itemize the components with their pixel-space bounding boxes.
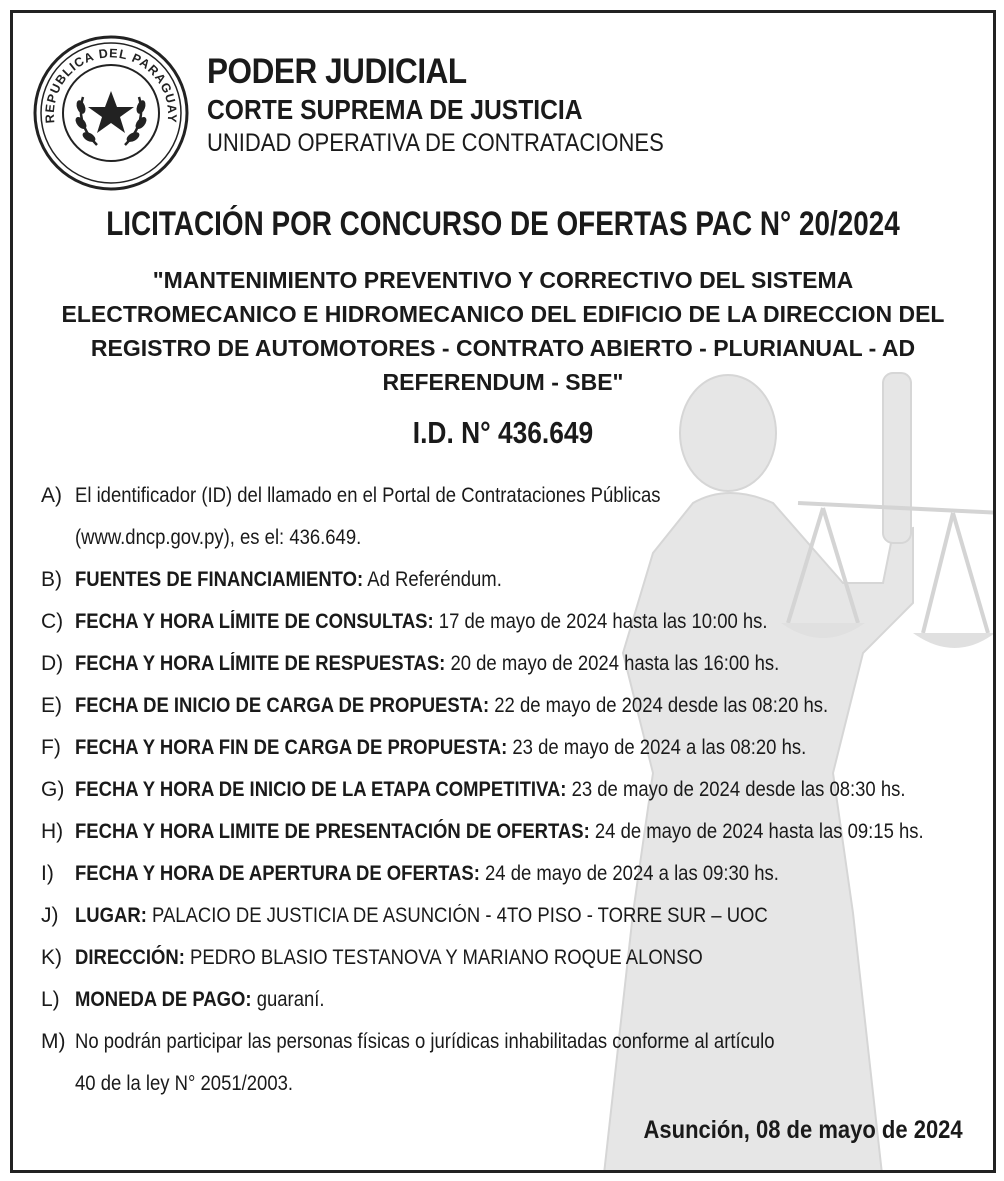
item-label: FECHA Y HORA FIN DE CARGA DE PROPUESTA:	[75, 736, 508, 759]
list-item	[41, 643, 981, 685]
issuer-line-1: PODER JUDICIAL	[207, 52, 467, 91]
item-value: Ad Referéndum.	[363, 568, 502, 591]
item-value: PEDRO BLASIO TESTANOVA Y MARIANO ROQUE ALONSO	[184, 946, 703, 969]
item-label: LUGAR:	[75, 904, 147, 927]
item-key: F)	[41, 736, 61, 759]
item-key: M)	[41, 1030, 66, 1053]
item-key: L)	[41, 988, 60, 1011]
list-item	[41, 937, 981, 979]
notice-frame	[10, 10, 996, 1173]
item-label: FECHA DE INICIO DE CARGA DE PROPUESTA:	[75, 694, 490, 717]
item-label: FECHA Y HORA LIMITE DE PRESENTACIÓN DE OFERTAS:	[75, 820, 590, 843]
paraguay-seal-logo	[31, 33, 191, 193]
item-label: FECHA Y HORA LÍMITE DE CONSULTAS:	[75, 610, 434, 633]
item-key: C)	[41, 610, 64, 633]
item-key: I)	[41, 862, 54, 885]
item-key: E)	[41, 694, 62, 717]
item-value: 24 de mayo de 2024 a las 09:30 hs.	[479, 862, 779, 885]
item-key: G)	[41, 778, 65, 801]
list-item	[41, 1021, 981, 1105]
item-label: DIRECCIÓN:	[75, 946, 185, 969]
item-value: El identificador (ID) del llamado en el Portal de Contrataciones Públicas	[75, 484, 661, 507]
item-key: D)	[41, 652, 64, 675]
notice-title: LICITACIÓN POR CONCURSO DE OFERTAS PAC N° 20/2024	[106, 205, 900, 243]
item-value: PALACIO DE JUSTICIA DE ASUNCIÓN - 4TO PISO - TORRE SUR – UOC	[146, 904, 768, 927]
list-item	[41, 853, 981, 895]
item-label: FECHA Y HORA DE INICIO DE LA ETAPA COMPETITIVA:	[75, 778, 567, 801]
issue-date: Asunción, 08 de mayo de 2024	[643, 1116, 963, 1144]
item-label: MONEDA DE PAGO:	[75, 988, 252, 1011]
item-value: 20 de mayo de 2024 hasta las 16:00 hs.	[445, 652, 780, 675]
item-label: FECHA Y HORA LÍMITE DE RESPUESTAS:	[75, 652, 446, 675]
list-item	[41, 811, 981, 853]
item-value: 23 de mayo de 2024 a las 08:20 hs.	[507, 736, 807, 759]
notice-subtitle: "MANTENIMIENTO PREVENTIVO Y CORRECTIVO DEL SISTEMA ELECTROMECANICO E HIDROMECANICO DEL EDIFICIO DE LA DIRECCION DEL REGISTRO DE AUTOMOTORES - CONTRATO ABIERTO - PLURIANUAL - AD REFERENDUM - SBE"	[61, 267, 945, 395]
seal-text: REPUBLICA DEL PARAGUAY	[42, 46, 180, 124]
item-value: 23 de mayo de 2024 desde las 08:30 hs.	[566, 778, 906, 801]
issuer-header	[207, 51, 726, 159]
list-item	[41, 685, 981, 727]
list-item	[41, 769, 981, 811]
issuer-line-2: CORTE SUPREMA DE JUSTICIA	[207, 94, 583, 125]
item-key: J)	[41, 904, 59, 927]
issuer-line-3: UNIDAD OPERATIVA DE CONTRATACIONES	[207, 129, 664, 157]
notice-items-list	[41, 475, 981, 1105]
item-value: guaraní.	[251, 988, 325, 1011]
item-key: A)	[41, 484, 62, 507]
item-value: No podrán participar las personas físicas o jurídicas inhabilitadas conforme al artículo	[75, 1030, 775, 1053]
item-label: FECHA Y HORA DE APERTURA DE OFERTAS:	[75, 862, 480, 885]
list-item	[41, 601, 981, 643]
item-value: 24 de mayo de 2024 hasta las 09:15 hs.	[589, 820, 924, 843]
item-key: K)	[41, 946, 62, 969]
item-continuation: 40 de la ley N° 2051/2003.	[75, 1072, 294, 1095]
item-key: H)	[41, 820, 64, 843]
list-item	[41, 979, 981, 1021]
list-item	[41, 727, 981, 769]
item-continuation: (www.dncp.gov.py), es el: 436.649.	[75, 526, 362, 549]
item-key: B)	[41, 568, 62, 591]
item-value: 17 de mayo de 2024 hasta las 10:00 hs.	[433, 610, 768, 633]
list-item	[41, 559, 981, 601]
list-item	[41, 895, 981, 937]
notice-id: I.D. N° 436.649	[412, 415, 594, 450]
item-value: 22 de mayo de 2024 desde las 08:20 hs.	[489, 694, 829, 717]
item-label: FUENTES DE FINANCIAMIENTO:	[75, 568, 364, 591]
list-item	[41, 475, 981, 559]
